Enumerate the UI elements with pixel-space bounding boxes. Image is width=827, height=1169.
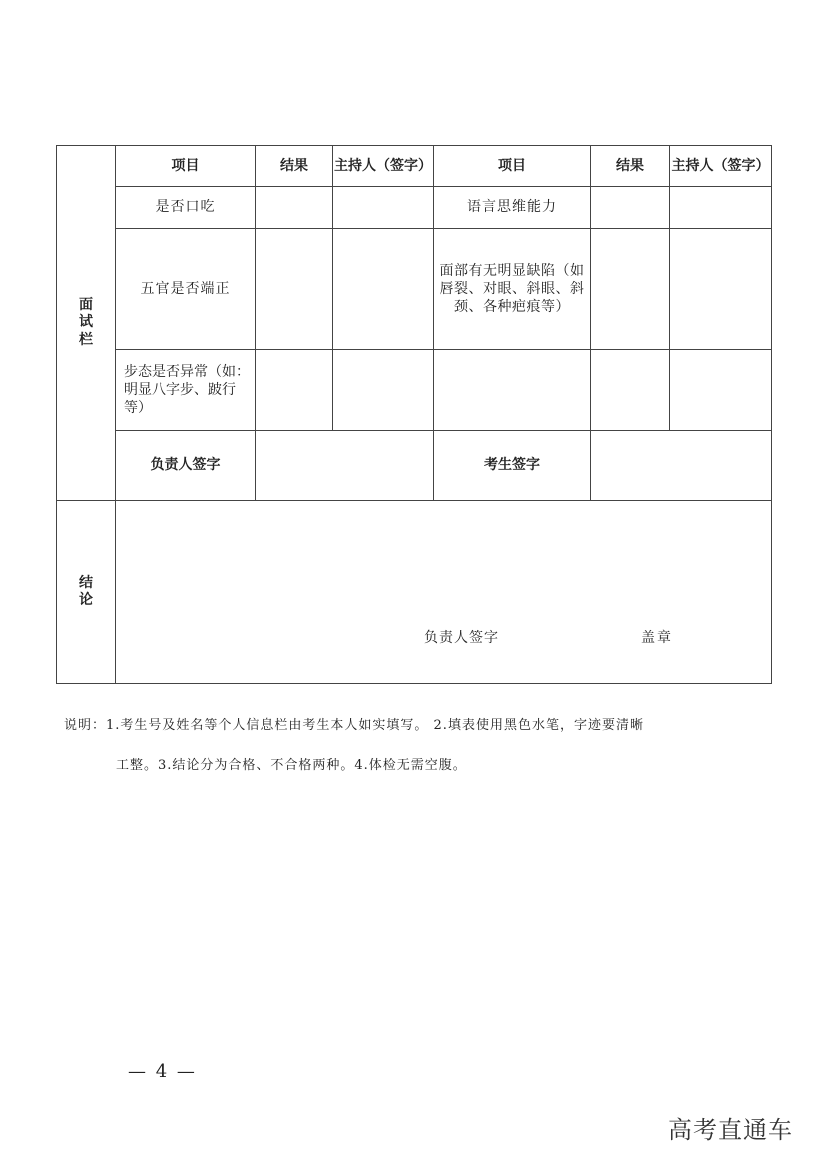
candidate-signature-label: 考生签字 xyxy=(434,431,591,501)
header-item-1: 项目 xyxy=(116,146,256,187)
host-signature-cell[interactable] xyxy=(333,350,434,431)
result-cell[interactable] xyxy=(591,350,670,431)
result-cell[interactable] xyxy=(591,187,670,229)
header-item-2: 项目 xyxy=(434,146,591,187)
host-signature-cell[interactable] xyxy=(670,350,772,431)
conclusion-signer-label: 负责人签字 xyxy=(424,630,499,646)
conclusion-stamp-label: 盖章 xyxy=(641,630,673,646)
header-host-2: 主持人（签字） xyxy=(670,146,772,187)
header-host-1: 主持人（签字） xyxy=(333,146,434,187)
watermark-logo-text: 高考直通车 xyxy=(668,1116,793,1144)
result-cell[interactable] xyxy=(256,350,333,431)
result-cell[interactable] xyxy=(591,229,670,350)
page-number: — 4 — xyxy=(128,1061,197,1082)
interview-form-table xyxy=(56,145,772,684)
item-stutter: 是否口吃 xyxy=(116,187,256,229)
header-result-2: 结果 xyxy=(591,146,670,187)
result-cell[interactable] xyxy=(256,187,333,229)
item-gait: 步态是否异常（如： 明显八字步、跛行等） xyxy=(116,350,256,431)
header-result-1: 结果 xyxy=(256,146,333,187)
supervisor-signature-field[interactable] xyxy=(256,431,434,501)
item-language-thinking: 语言思维能力 xyxy=(434,187,591,229)
instructions-note xyxy=(64,706,774,786)
host-signature-cell[interactable] xyxy=(333,229,434,350)
item-facial-features: 五官是否端正 xyxy=(116,229,256,350)
candidate-signature-field[interactable] xyxy=(591,431,772,501)
host-signature-cell[interactable] xyxy=(670,229,772,350)
supervisor-signature-label: 负责人签字 xyxy=(116,431,256,501)
interview-section-label: 面 试 栏 xyxy=(57,146,116,501)
empty-item-cell xyxy=(434,350,591,431)
item-facial-defects: 面部有无明显缺陷（如 唇裂、对眼、斜眼、斜 颈、各种疤痕等） xyxy=(434,229,591,350)
host-signature-cell[interactable] xyxy=(670,187,772,229)
result-cell[interactable] xyxy=(256,229,333,350)
host-signature-cell[interactable] xyxy=(333,187,434,229)
note-line-1: 说明：1.考生号及姓名等个人信息栏由考生本人如实填写。 2.填表使用黑色水笔，字迹要清晰 xyxy=(64,718,644,733)
note-line-2: 工整。3.结论分为合格、不合格两种。4.体检无需空腹。 xyxy=(116,758,467,773)
conclusion-field[interactable] xyxy=(116,501,772,684)
conclusion-section-label: 结 论 xyxy=(57,501,116,684)
